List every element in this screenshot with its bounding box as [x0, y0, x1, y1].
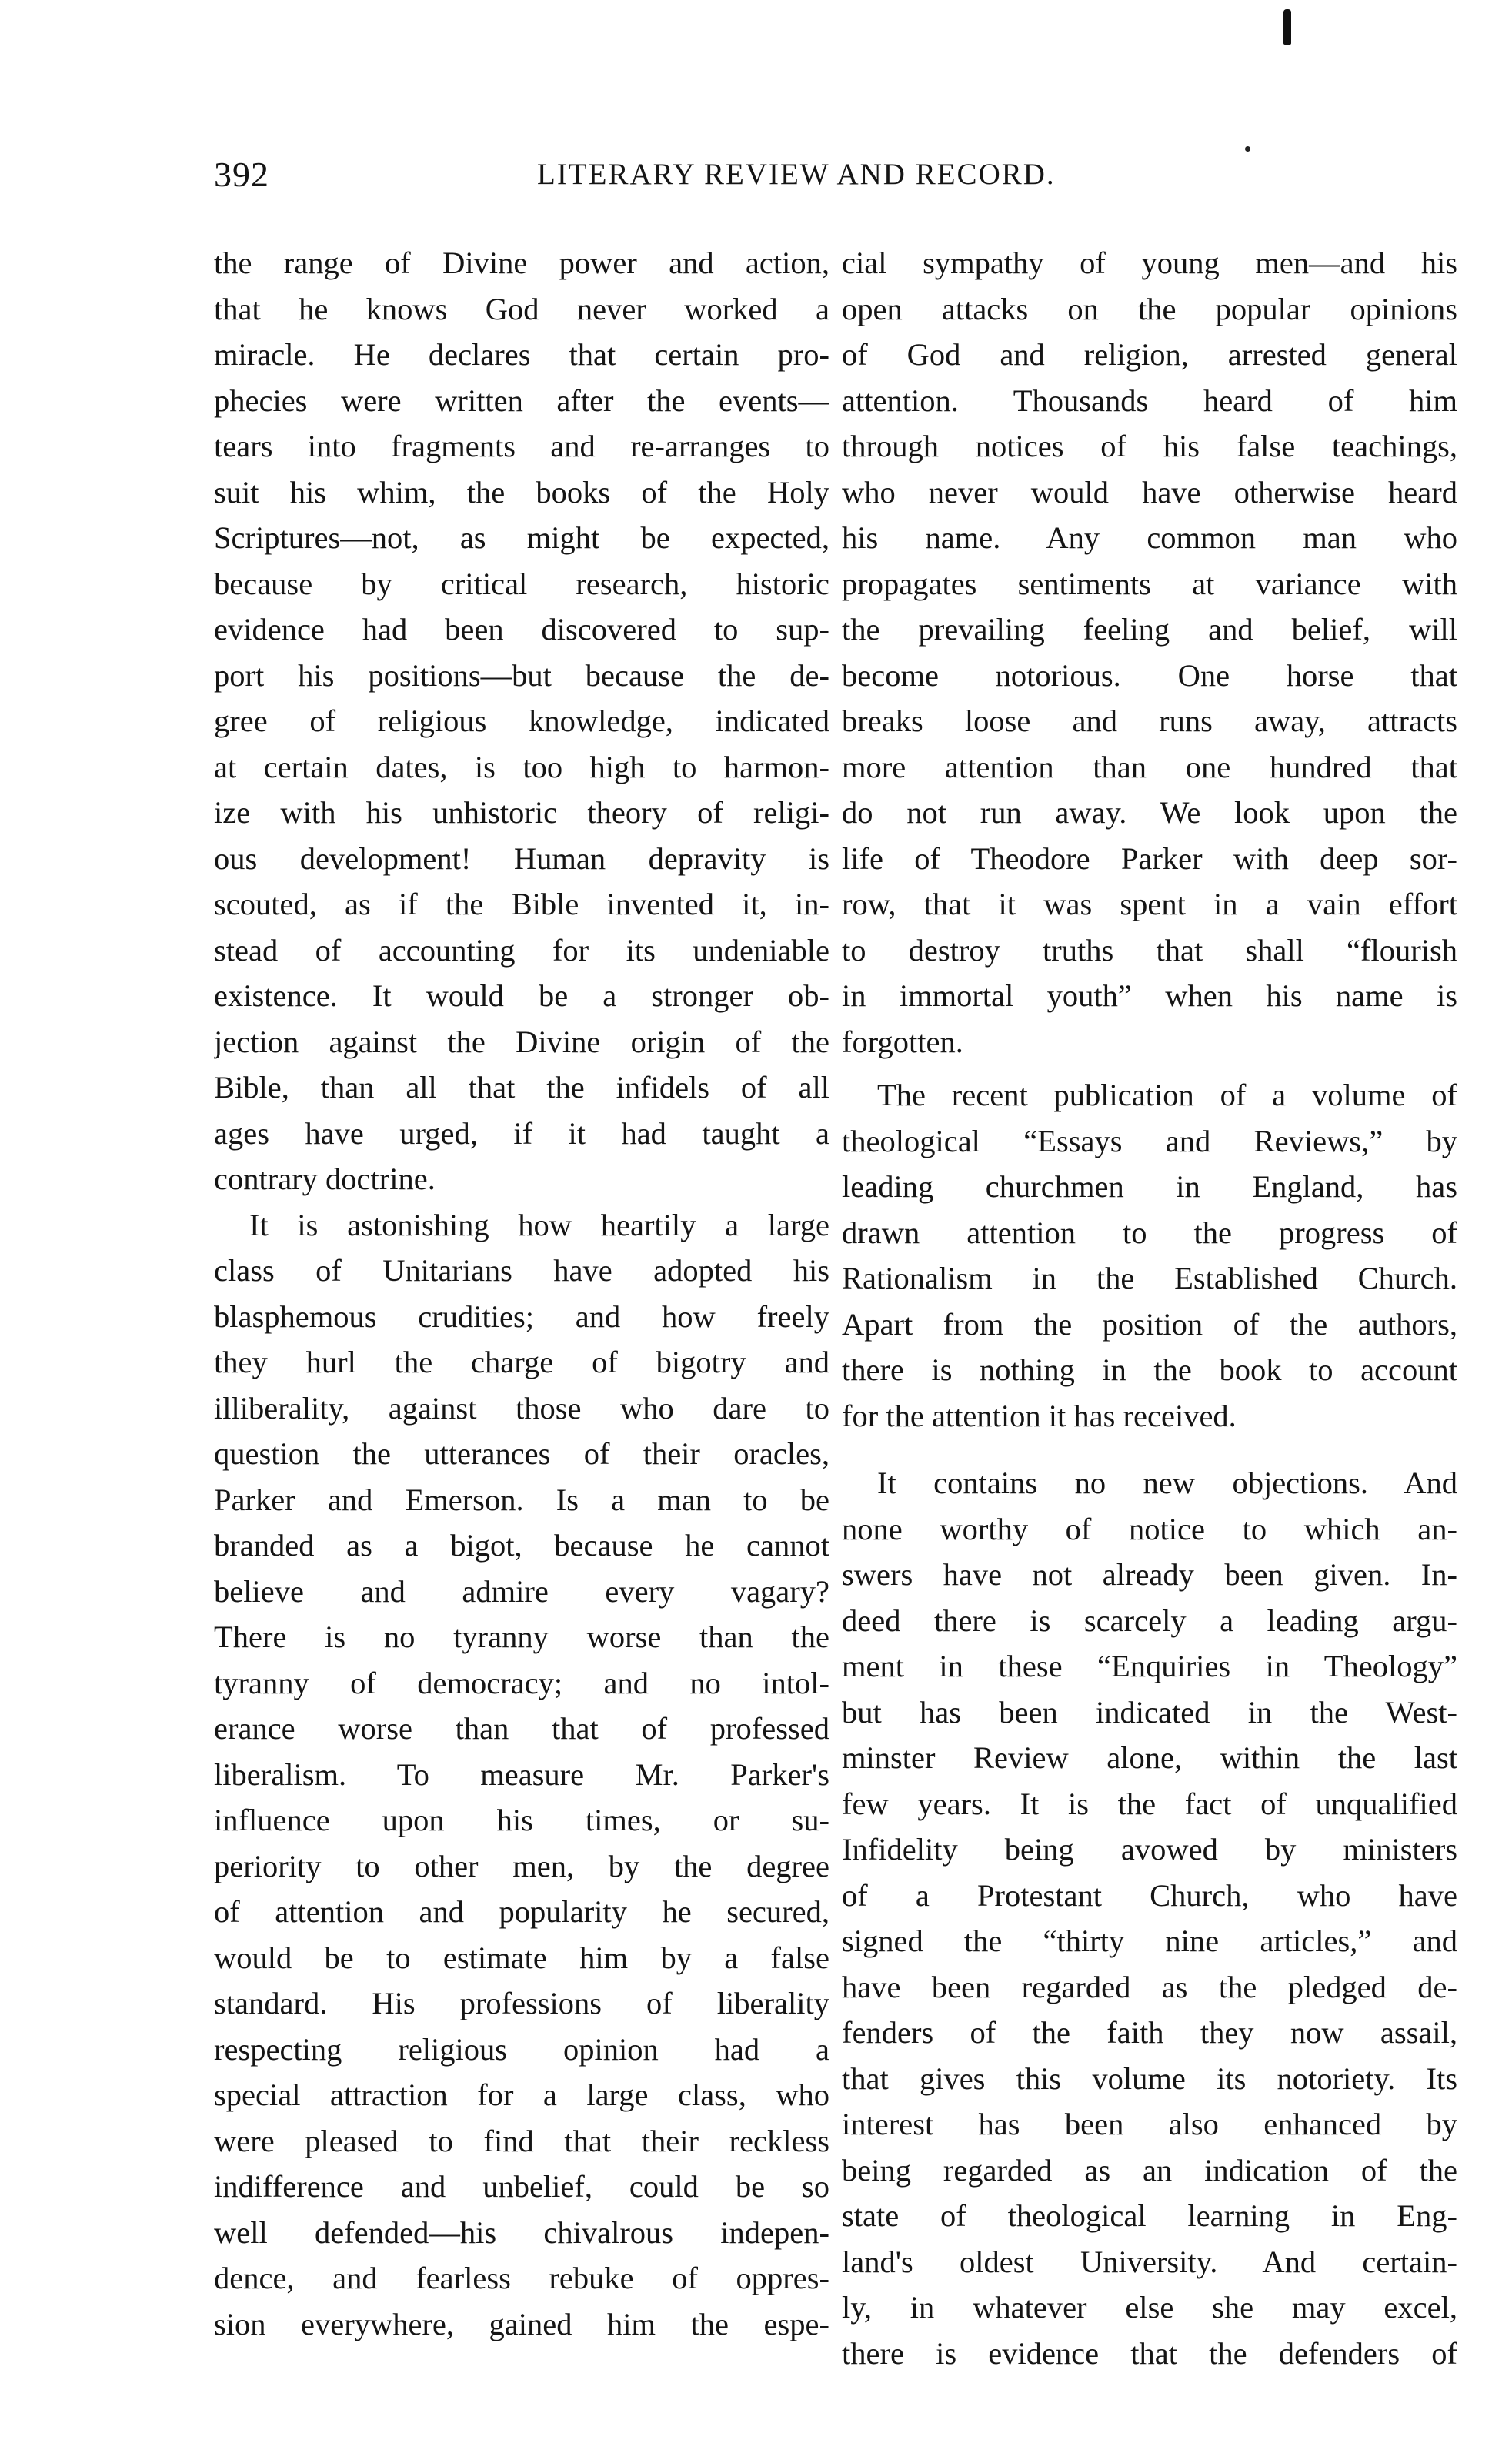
text-line: Bible, than all that the infidels of all — [214, 1070, 829, 1105]
text-line: Infidelity being avowed by ministers — [842, 1832, 1457, 1867]
text-line: none worthy of notice to which an- — [842, 1511, 1457, 1546]
text-line: for the attention it has received. — [842, 1398, 1237, 1433]
text-line: It is astonishing how heartily a large — [249, 1207, 829, 1242]
text-line: periority to other men, by the degree — [214, 1848, 829, 1883]
text-line: at certain dates, is too high to harmon- — [214, 749, 829, 784]
text-line: question the utterances of their oracles, — [214, 1436, 829, 1471]
text-line: because by critical research, historic — [214, 566, 829, 601]
text-line: ize with his unhistoric theory of religi- — [214, 795, 829, 830]
text-line: It contains no new objections. And — [877, 1466, 1457, 1500]
text-line: do not run away. We look upon the — [842, 795, 1457, 830]
text-line: ly, in whatever else she may excel, — [842, 2290, 1457, 2325]
text-line: Scriptures—not, as might be expected, — [214, 520, 829, 555]
text-line: being regarded as an indication of the — [842, 2152, 1457, 2188]
text-line: ment in these “Enquiries in Theology” — [842, 1649, 1457, 1683]
text-line: branded as a bigot, because he cannot — [214, 1528, 829, 1563]
text-line: believe and admire every vagary? — [214, 1573, 829, 1609]
text-line: the prevailing feeling and belief, will — [842, 612, 1457, 647]
paragraph-gap — [842, 1439, 1457, 1460]
text-line: deed there is scarcely a leading argu- — [842, 1603, 1457, 1638]
text-line: would be to estimate him by a false — [214, 1940, 829, 1975]
text-line: the range of Divine power and action, — [214, 246, 829, 280]
text-line: special attraction for a large class, who — [214, 2077, 829, 2112]
text-line: Parker and Emerson. Is a man to be — [214, 1482, 829, 1517]
text-line: propagates sentiments at variance with — [842, 566, 1457, 601]
text-line: drawn attention to the progress of — [842, 1215, 1457, 1250]
text-line: evidence had been discovered to sup- — [214, 612, 829, 647]
text-line: through notices of his false teachings, — [842, 429, 1457, 463]
text-line: standard. His professions of liberality — [214, 1986, 829, 2020]
text-line: minster Review alone, within the last — [842, 1740, 1457, 1775]
text-line: few years. It is the fact of unqualified — [842, 1786, 1457, 1821]
text-line: his name. Any common man who — [842, 520, 1457, 555]
text-line: jection against the Divine origin of the — [214, 1024, 829, 1059]
text-line: tyranny of democracy; and no intol- — [214, 1665, 829, 1700]
text-line: gree of religious knowledge, indicated — [214, 704, 829, 738]
text-line: there is nothing in the book to account — [842, 1352, 1457, 1387]
text-line: sion everywhere, gained him the espe- — [214, 2306, 829, 2341]
text-line: suit his whim, the books of the Holy — [214, 474, 829, 510]
text-line: in immortal youth” when his name is — [842, 978, 1457, 1013]
text-line: existence. It would be a stronger ob- — [214, 978, 829, 1013]
text-line: illiberality, against those who dare to — [214, 1390, 829, 1426]
running-title: LITERARY REVIEW AND RECORD. — [537, 158, 1056, 191]
text-line: swers have not already been given. In- — [842, 1557, 1457, 1592]
text-line: liberalism. To measure Mr. Parker's — [214, 1756, 829, 1792]
text-line: of God and religion, arrested general — [842, 337, 1457, 372]
text-line: state of theological learning in Eng- — [842, 2198, 1457, 2233]
text-line: theological “Essays and Reviews,” by — [842, 1123, 1457, 1158]
text-line: that gives this volume its notoriety. Its — [842, 2061, 1457, 2096]
text-line: miracle. He declares that certain pro- — [214, 337, 829, 372]
text-line: phecies were written after the events— — [214, 383, 829, 418]
text-line: forgotten. — [842, 1024, 963, 1059]
text-line: who never would have otherwise heard — [842, 474, 1457, 510]
text-line: interest has been also enhanced by — [842, 2107, 1457, 2141]
text-line: indifference and unbelief, could be so — [214, 2169, 829, 2204]
text-line: port his positions—but because the de- — [214, 657, 829, 693]
text-line: of attention and popularity he secured, — [214, 1894, 829, 1929]
text-line: Rationalism in the Established Church. — [842, 1261, 1457, 1295]
text-line: leading churchmen in England, has — [842, 1169, 1457, 1204]
right-column — [842, 240, 1457, 2376]
text-line: blasphemous crudities; and how freely — [214, 1299, 829, 1334]
text-line: that he knows God never worked a — [214, 291, 829, 326]
text-line: but has been indicated in the West- — [842, 1694, 1457, 1730]
text-line: they hurl the charge of bigotry and — [214, 1345, 829, 1379]
text-line: there is evidence that the defenders of — [842, 2335, 1457, 2371]
text-line: become notorious. One horse that — [842, 657, 1457, 693]
text-line: The recent publication of a volume of — [877, 1078, 1457, 1112]
paragraph-gap — [842, 1065, 1457, 1072]
text-line: to destroy truths that shall “flourish — [842, 932, 1457, 968]
text-line: attention. Thousands heard of him — [842, 383, 1457, 418]
text-line: land's oldest University. And certain- — [842, 2244, 1457, 2279]
text-line: dence, and fearless rebuke of oppres- — [214, 2261, 829, 2295]
text-line: tears into fragments and re-arranges to — [214, 429, 829, 463]
text-line: of a Protestant Church, who have — [842, 1877, 1457, 1913]
text-line: breaks loose and runs away, attracts — [842, 704, 1457, 738]
text-line: erance worse than that of professed — [214, 1711, 829, 1746]
text-line: have been regarded as the pledged de- — [842, 1969, 1457, 2004]
text-line: ages have urged, if it had taught a — [214, 1115, 829, 1151]
text-line: Apart from the position of the authors, — [842, 1306, 1457, 1342]
text-line: more attention than one hundred that — [842, 749, 1457, 784]
left-column — [214, 240, 829, 2347]
text-line: stead of accounting for its undeniable — [214, 932, 829, 968]
text-line: influence upon his times, or su- — [214, 1803, 829, 1837]
text-line: life of Theodore Parker with deep sor- — [842, 841, 1457, 876]
ink-dot — [1245, 146, 1250, 152]
page-number: 392 — [214, 155, 269, 194]
text-line: ous development! Human depravity is — [214, 841, 829, 876]
ink-mark — [1283, 9, 1291, 45]
text-line: fenders of the faith they now assail, — [842, 2015, 1457, 2050]
text-line: were pleased to find that their reckless — [214, 2123, 829, 2158]
text-line: row, that it was spent in a vain effort — [842, 887, 1457, 921]
text-line: contrary doctrine. — [214, 1161, 436, 1196]
text-line: cial sympathy of young men—and his — [842, 246, 1457, 280]
text-line: There is no tyranny worse than the — [214, 1619, 829, 1654]
text-line: respecting religious opinion had a — [214, 2031, 829, 2067]
page-header — [214, 154, 1233, 216]
text-line: scouted, as if the Bible invented it, in- — [214, 887, 829, 921]
text-line: class of Unitarians have adopted his — [214, 1253, 829, 1288]
text-line: open attacks on the popular opinions — [842, 291, 1457, 326]
text-line: well defended—his chivalrous indepen- — [214, 2214, 829, 2250]
text-line: signed the “thirty nine articles,” and — [842, 1924, 1457, 1958]
